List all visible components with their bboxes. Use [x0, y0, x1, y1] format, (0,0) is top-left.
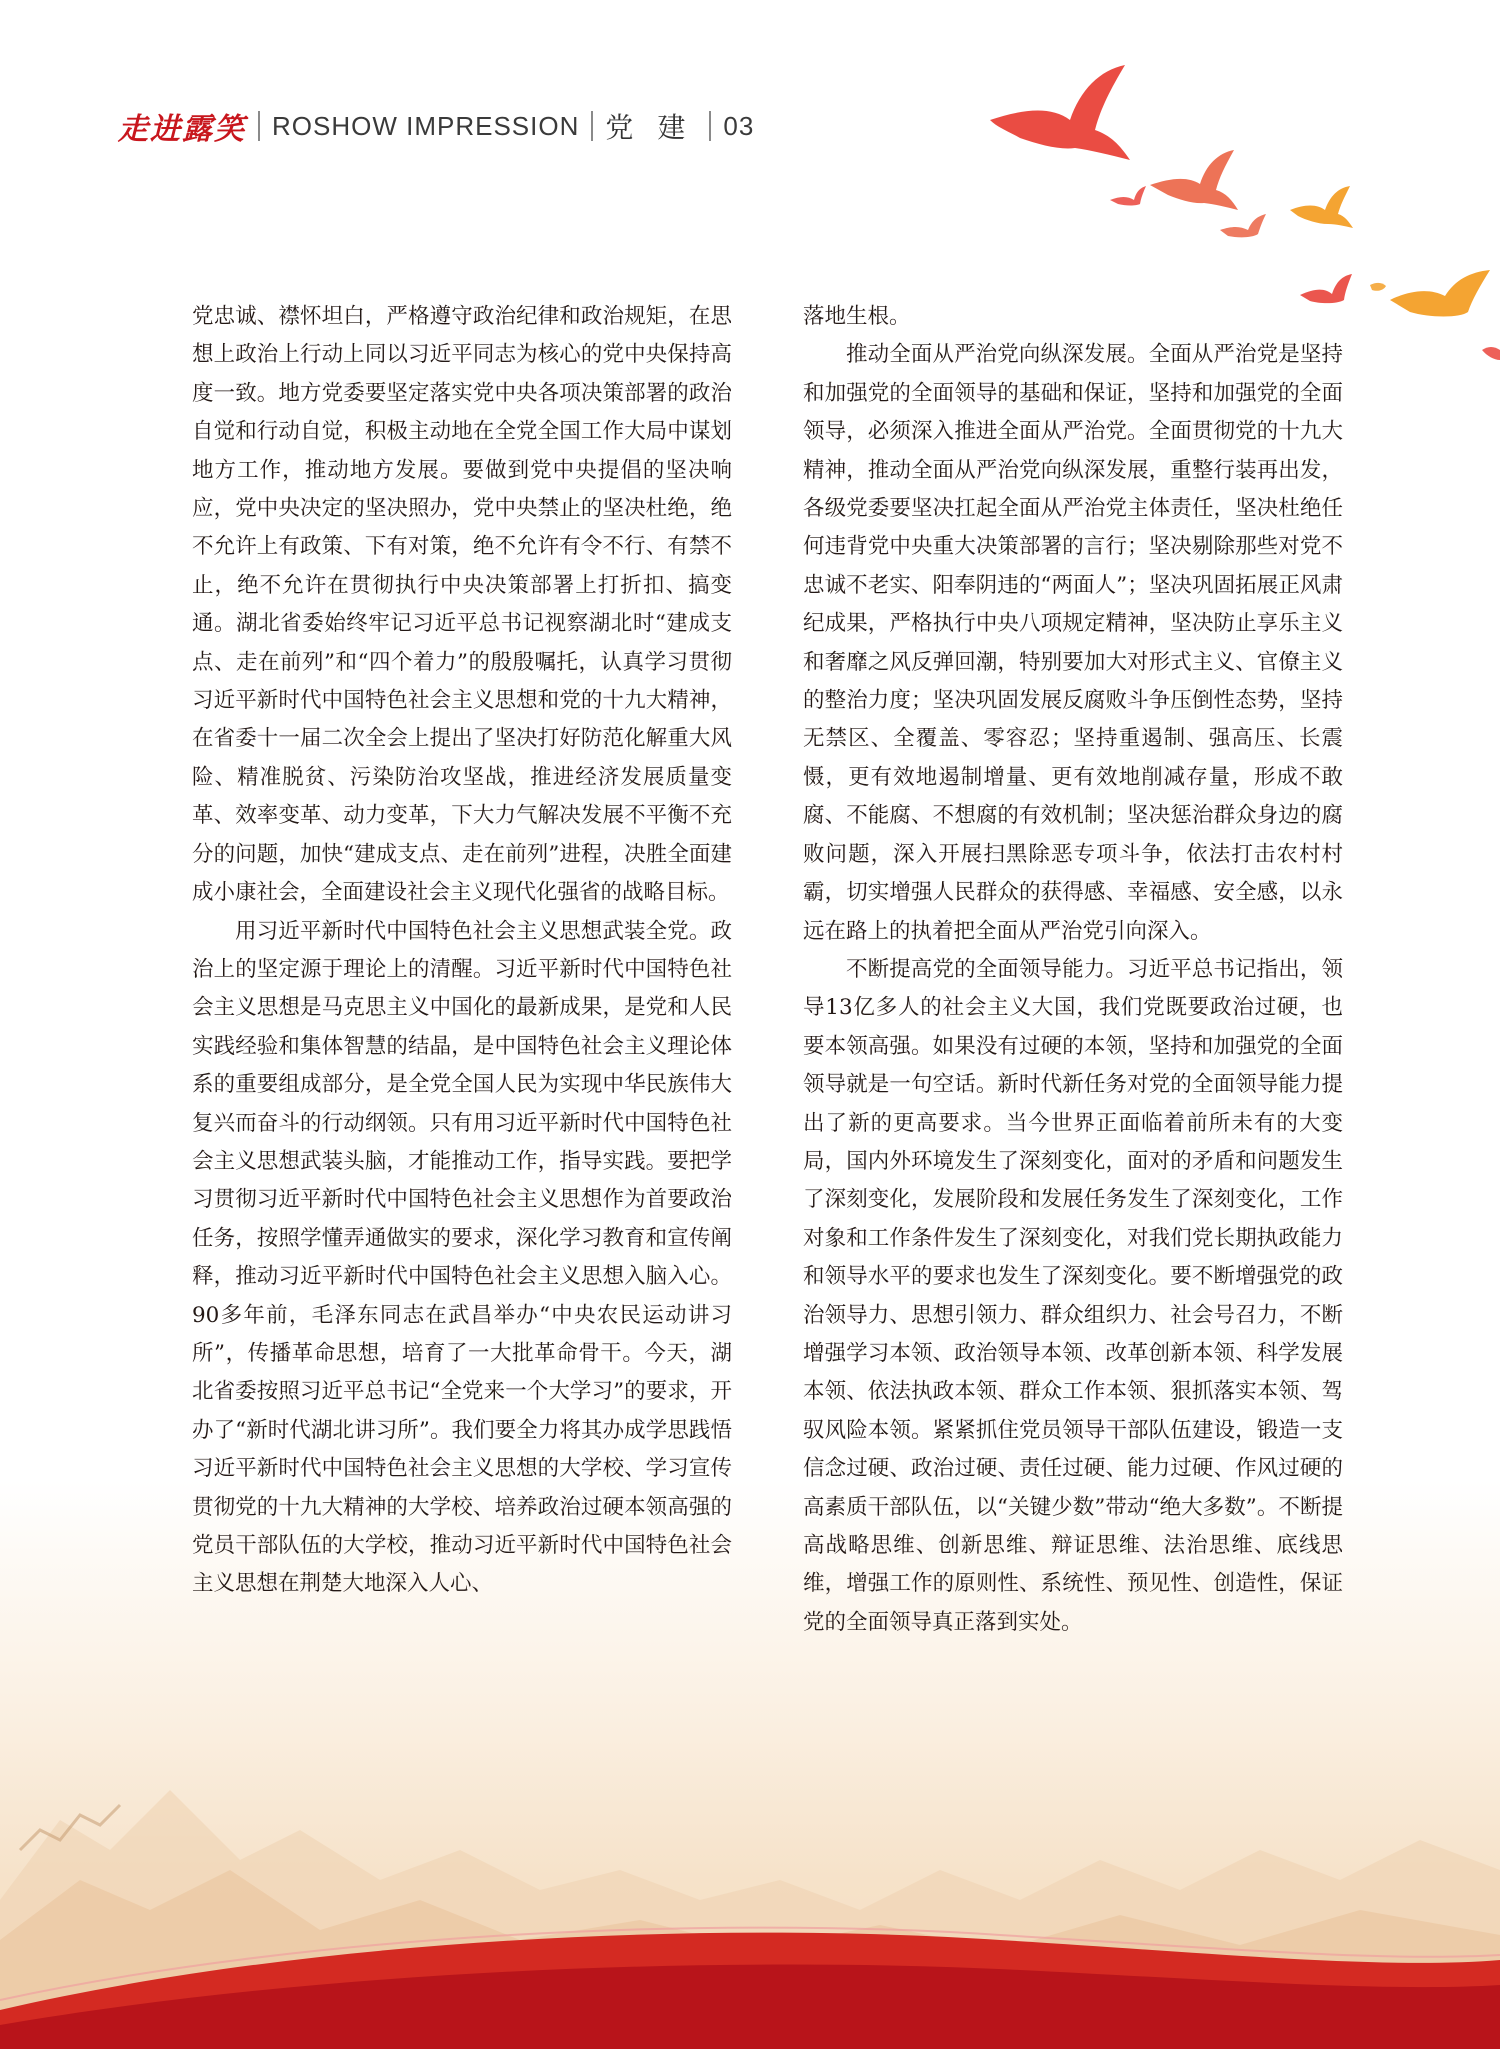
paragraph: 推动全面从严治党向纵深发展。全面从严治党是坚持和加强党的全面领导的基础和保证，坚持和加强党的全面领导，必须深入推进全面从严治党。全面贯彻党的十九大精神，推动全面从严治党向纵深发展，重整行装再出发，各级党委要坚决扛起全面从严治党主体责任，坚决杜绝任何违背党中央重大决策部署的言行；坚决剔除那些对党不忠诚不老实、阳奉阴违的“两面人”；坚决巩固拓展正风肃纪成果，严格执行中央八项规定精神，坚决防止享乐主义和奢靡之风反弹回潮，特别要加大对形式主义、官僚主义的整治力度；坚决巩固发展反腐败斗争压倒性态势，坚持无禁区、全覆盖、零容忍；坚持重遏制、强高压、长震慑，更有效地遏制增量、更有效地削减存量，形成不敢腐、不能腐、不想腐的有效机制；坚决惩治群众身边的腐败问题，深入开展扫黑除恶专项斗争，依法打击农村村霸，切实增强人民群众的获得感、幸福感、安全感，以永远在路上的执着把全面从严治党引向深入。 [803, 342, 1343, 944]
paragraph: 不断提高党的全面领导能力。习近平总书记指出，领导13亿多人的社会主义大国，我们党既要政治过硬，也要本领高强。如果没有过硬的本领，坚持和加强党的全面领导就是一句空话。新时代新任务对党的全面领导能力提出了新的更高要求。当今世界正面临着前所未有的大变局，国内外环境发生了深刻变化，面对的矛盾和问题发生了深刻变化，发展阶段和发展任务发生了深刻变化，工作对象和工作条件发生了深刻变化，对我们党长期执政能力和领导水平的要求也发生了深刻变化。要不断增强党的政治领导力、思想引领力、群众组织力、社会号召力，不断增强学习本领、政治领导本领、改革创新本领、科学发展本领、依法执政本领、群众工作本领、狠抓落实本领、驾驭风险本领。紧紧抓住党员领导干部队伍建设，锻造一支信念过硬、政治过硬、责任过硬、能力过硬、作风过硬的高素质干部队伍，以“关键少数”带动“绝大多数”。不断提高战略思维、创新思维、辩证思维、法治思维、底线思维，增强工作的原则性、系统性、预见性、创造性，保证党的全面领导真正落到实处。 [803, 956, 1343, 1635]
page-header [118, 106, 754, 146]
dove-icon [1390, 270, 1490, 317]
section-title: 党建 [605, 111, 710, 144]
red-ribbon-decoration [0, 1900, 1500, 2049]
brand-name: ROSHOW IMPRESSION [272, 110, 580, 141]
header-separator [591, 111, 593, 141]
header-separator [709, 111, 711, 141]
dove-icon [1110, 186, 1146, 206]
paragraph: 党忠诚、襟怀坦白，严格遵守政治纪律和政治规矩，在思想上政治上行动上同以习近平同志为核心的党中央保持高度一致。地方党委要坚定落实党中央各项决策部署的政治自觉和行动自觉，积极主动地在全党全国工作大局中谋划地方工作，推动地方发展。要做到党中央提倡的坚决响应，党中央决定的坚决照办，党中央禁止的坚决杜绝，绝不允许上有政策、下有对策，绝不允许有令不行、有禁不止，绝不允许在贯彻执行中央决策部署上打折扣、搞变通。湖北省委始终牢记习近平总书记视察湖北时“建成支点、走在前列”和“四个着力”的殷殷嘱托，认真学习贯彻习近平新时代中国特色社会主义思想和党的十九大精神，在省委十一届二次全会上提出了坚决打好防范化解重大风险、精准脱贫、污染防治攻坚战，推进经济发展质量变革、效率变革、动力变革，下大力气解决发展不平衡不充分的问题，加快“建成支点、走在前列”进程，决胜全面建成小康社会，全面建设社会主义现代化强省的战略目标。 [192, 304, 732, 906]
article-column-left [192, 298, 732, 1604]
magazine-logo: 走进露笑 [118, 112, 246, 147]
dove-icon [1482, 347, 1500, 360]
page-number: 03 [723, 110, 755, 141]
header-separator [258, 111, 260, 141]
dove-icon [1370, 283, 1386, 291]
dove-icon [1150, 150, 1238, 210]
dove-icon [1290, 186, 1353, 228]
paragraph: 落地生根。 [803, 304, 911, 329]
paragraph: 用习近平新时代中国特色社会主义思想武装全党。政治上的坚定源于理论上的清醒。习近平新时代中国特色社会主义思想是马克思主义中国化的最新成果，是党和人民实践经验和集体智慧的结晶，是中国特色社会主义理论体系的重要组成部分，是全党全国人民为实现中华民族伟大复兴而奋斗的行动纲领。只有用习近平新时代中国特色社会主义思想武装头脑，才能推动工作，指导实践。要把学习贯彻习近平新时代中国特色社会主义思想作为首要政治任务，按照学懂弄通做实的要求，深化学习教育和宣传阐释，推动习近平新时代中国特色社会主义思想入脑入心。90多年前，毛泽东同志在武昌举办“中央农民运动讲习所”，传播革命思想，培育了一大批革命骨干。今天，湖北省委按照习近平总书记“全党来一个大学习”的要求，开办了“新时代湖北讲习所”。我们要全力将其办成学思践悟习近平新时代中国特色社会主义思想的大学校、学习宣传贯彻党的十九大精神的大学校、培养政治过硬本领高强的党员干部队伍的大学校，推动习近平新时代中国特色社会主义思想在荆楚大地深入人心、 [192, 918, 732, 1597]
article-column-right [803, 298, 1343, 1642]
dove-icon [1220, 214, 1266, 237]
dove-icon [990, 65, 1130, 160]
